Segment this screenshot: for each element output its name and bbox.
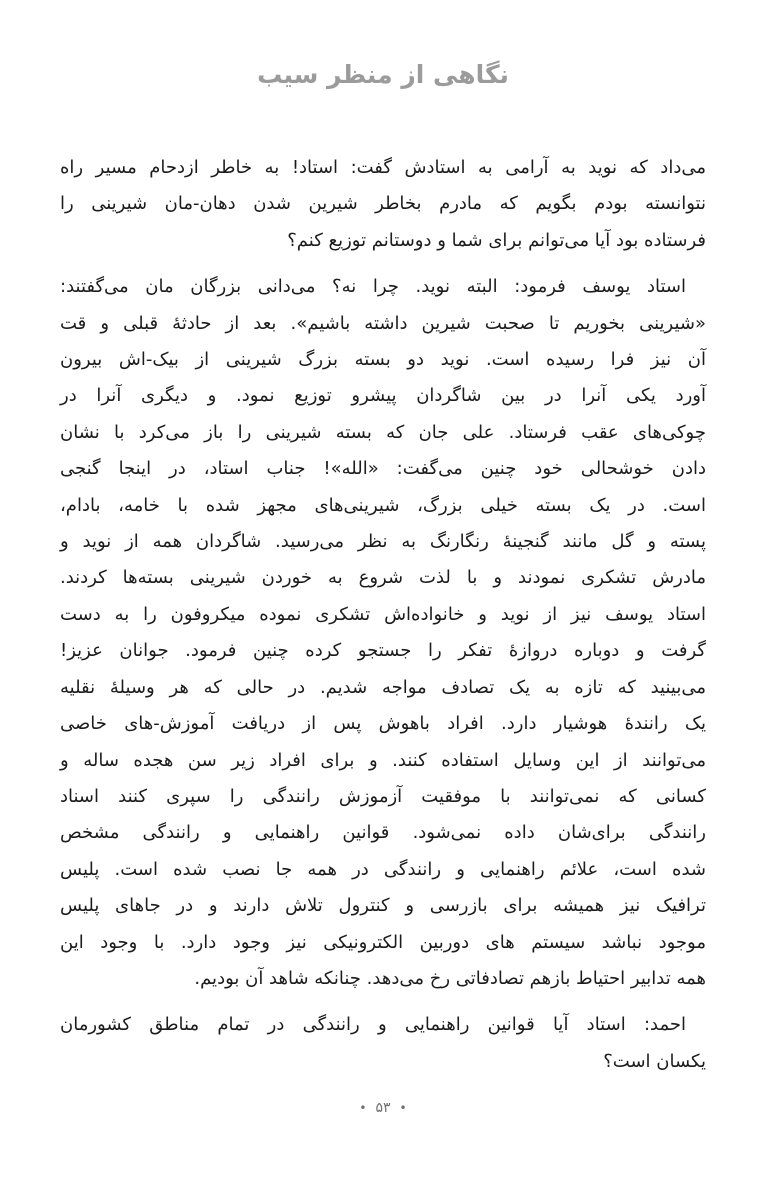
text-line: گرفت و دوباره دروازهٔ تفکر را جستجو کرده چنین فرمود. جوانان عزیز! — [60, 640, 706, 662]
text-line: آورد یکی آنرا در بین شاگردان پیشرو توزیع نمود. و دیگری آنرا در — [60, 385, 706, 407]
text-line: فرستاده بود آیا می‌توانم برای شما و دوستانم توزیع کنم؟ — [287, 229, 706, 251]
text-line: است. در یک بسته خیلی بزرگ، شیرینی‌های مجهز شده با خامه، بادام، — [60, 494, 706, 516]
text-line: استاد یوسف نیز از نوید و خانواده‌اش تشکری نموده میکروفون را به دست — [60, 603, 706, 625]
text-line: پسته و گل مانند گنجینهٔ رنگارنگ به نظر می‌رسید. شاگردان همه از نوید و — [60, 531, 706, 553]
text-line: می‌داد که نوید به آرامی به استادش گفت: استاد! به خاطر ازدحام مسیر راه — [60, 157, 706, 178]
footer-page-number: ۵۳ — [375, 1100, 391, 1116]
text-line: احمد: استاد آیا قوانین راهنمایی و رانندگی در تمام مناطق کشورمان — [60, 1014, 686, 1036]
text-line: مادرش تشکری نمودند و با لذت شروع به خوردن شیرینی بسته‌ها کردند. — [60, 567, 706, 589]
text-line: دادن خوشحالی خود چنین می‌گفت: «الله»! جناب استاد، در اینجا گنجی — [60, 458, 706, 480]
paragraph — [60, 1007, 706, 1080]
footer-bullet-left-icon: • — [399, 1101, 407, 1115]
footer-bullet-right-icon: • — [359, 1101, 367, 1115]
text-line: آن نیز فرا رسیده است. نوید دو بسته بزرگ شیرینی از بیک-اش بیرون — [60, 349, 706, 371]
text-line: نتوانسته بودم بگویم که مادرم بخاطر شیرین شدن دهان-مان شیرینی را — [60, 193, 706, 215]
text-line: چوکی‌های عقب فرستاد. علی جان که بسته شیرینی را باز می‌کرد با نشان — [60, 421, 706, 443]
text-line: «شیرینی بخوریم تا صحبت شیرین داشته باشیم». بعد از حادثهٔ قبلی و قت — [60, 312, 706, 334]
text-line: یک رانندهٔ هوشیار دارد. افراد باهوش پس از دریافت آموزش-های خاصی — [60, 713, 706, 735]
paragraph — [60, 269, 706, 997]
text-line: می‌توانند از این وسایل استفاده کنند. و برای افراد زیر سن هجده ساله و — [60, 749, 706, 771]
text-line: موجود نباشد سیستم های دوربین الکترونیکی نیز وجود دارد. با وجود این — [60, 931, 706, 953]
text-line: شده است، علائم راهنمایی و رانندگی در همه جا نصب شده است. پلیس — [60, 858, 706, 880]
text-line: ترافیک نیز همیشه برای بازرسی و کنترول تلاش دارند و در جاهای پلیس — [60, 895, 706, 917]
text-line: استاد یوسف فرمود: البته نوید. چرا نه؟ می‌دانی بزرگان مان می‌گفتند: — [60, 276, 686, 298]
text-line: می‌بینید که تازه به یک تصادف مواجه شدیم. در حالی که هر وسیلهٔ نقلیه — [60, 676, 706, 698]
text-line: کسانی که نمی‌توانند با موفقیت آزموزش رانندگی را سپری کنند اسناد — [60, 785, 706, 807]
text-line: یکسان است؟ — [603, 1050, 706, 1072]
page-footer — [0, 1100, 766, 1116]
paragraph — [60, 150, 706, 259]
text-line: همه تدابیر احتیاط بازهم تصادفاتی رخ می‌دهد. چنانکه شاهد آن بودیم. — [194, 967, 706, 989]
text-line: رانندگی برای‌شان داده نمی‌شود. قوانین راهنمایی و رانندگی مشخص — [60, 822, 706, 844]
page-title: نگاهی از منظر سیب — [257, 60, 509, 89]
body-text — [60, 150, 706, 1080]
